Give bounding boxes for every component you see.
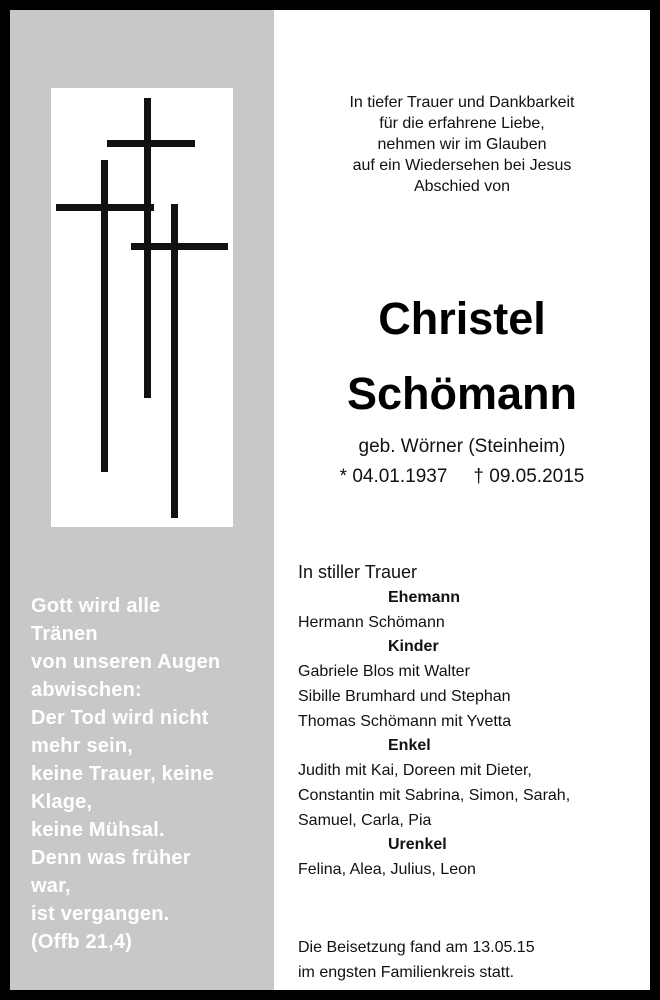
intro-line: nehmen wir im Glauben bbox=[377, 136, 547, 153]
role-heading: Kinder bbox=[388, 638, 439, 655]
intro-line: für die erfahrene Liebe, bbox=[379, 115, 545, 132]
verse-line: ist vergangen. bbox=[31, 903, 170, 925]
verse-line: Der Tod wird nicht bbox=[31, 707, 209, 729]
burial-line: im engsten Familienkreis statt. bbox=[298, 964, 515, 981]
mourner-line: Judith mit Kai, Doreen mit Dieter, bbox=[298, 762, 532, 779]
role-heading: Enkel bbox=[388, 737, 431, 754]
mourner-line: Sibille Brumhard und Stephan bbox=[298, 688, 511, 705]
verse-line: (Offb 21,4) bbox=[31, 931, 133, 953]
cross-horizontal bbox=[107, 140, 195, 147]
intro-text bbox=[274, 92, 650, 197]
death-date: † 09.05.2015 bbox=[473, 466, 585, 487]
verse-line: von unseren Augen bbox=[31, 651, 221, 673]
verse-line: Klage, bbox=[31, 791, 93, 813]
mourner-line: Hermann Schömann bbox=[298, 614, 445, 631]
deceased-first-name: Christel bbox=[378, 293, 546, 344]
intro-line: In tiefer Trauer und Dankbarkeit bbox=[349, 94, 575, 111]
verse-line: Tränen bbox=[31, 623, 98, 645]
cross-horizontal bbox=[56, 204, 154, 211]
verse-line: Gott wird alle bbox=[31, 595, 161, 617]
bible-verse bbox=[31, 592, 271, 956]
cross-vertical bbox=[171, 204, 178, 518]
intro-line: Abschied von bbox=[413, 178, 511, 195]
verse-line: mehr sein, bbox=[31, 735, 134, 757]
verse-line: war, bbox=[31, 875, 71, 897]
mourner-line: Constantin mit Sabrina, Simon, Sarah, bbox=[298, 787, 571, 804]
mourner-line: Felina, Alea, Julius, Leon bbox=[298, 861, 476, 878]
intro-line: auf ein Wiedersehen bei Jesus bbox=[352, 157, 572, 174]
crosses-image bbox=[51, 88, 233, 527]
verse-line: Denn was früher bbox=[31, 847, 191, 869]
life-dates bbox=[274, 466, 650, 488]
mourner-line: Gabriele Blos mit Walter bbox=[298, 663, 470, 680]
mourners-list bbox=[298, 560, 638, 882]
birth-date: * 04.01.1937 bbox=[339, 466, 448, 487]
mourners-heading: In stiller Trauer bbox=[298, 562, 418, 582]
maiden-name: geb. Wörner (Steinheim) bbox=[358, 436, 566, 457]
mourner-line: Samuel, Carla, Pia bbox=[298, 812, 432, 829]
burial-notice bbox=[298, 935, 638, 985]
role-heading: Urenkel bbox=[388, 836, 447, 853]
verse-line: keine Trauer, keine bbox=[31, 763, 214, 785]
verse-line: abwischen: bbox=[31, 679, 142, 701]
verse-line: keine Mühsal. bbox=[31, 819, 165, 841]
deceased-last-name: Schömann bbox=[346, 368, 578, 419]
cross-horizontal bbox=[131, 243, 228, 250]
burial-line: Die Beisetzung fand am 13.05.15 bbox=[298, 939, 535, 956]
mourner-line: Thomas Schömann mit Yvetta bbox=[298, 713, 512, 730]
role-heading: Ehemann bbox=[388, 589, 461, 606]
three-crosses-icon bbox=[51, 88, 233, 527]
